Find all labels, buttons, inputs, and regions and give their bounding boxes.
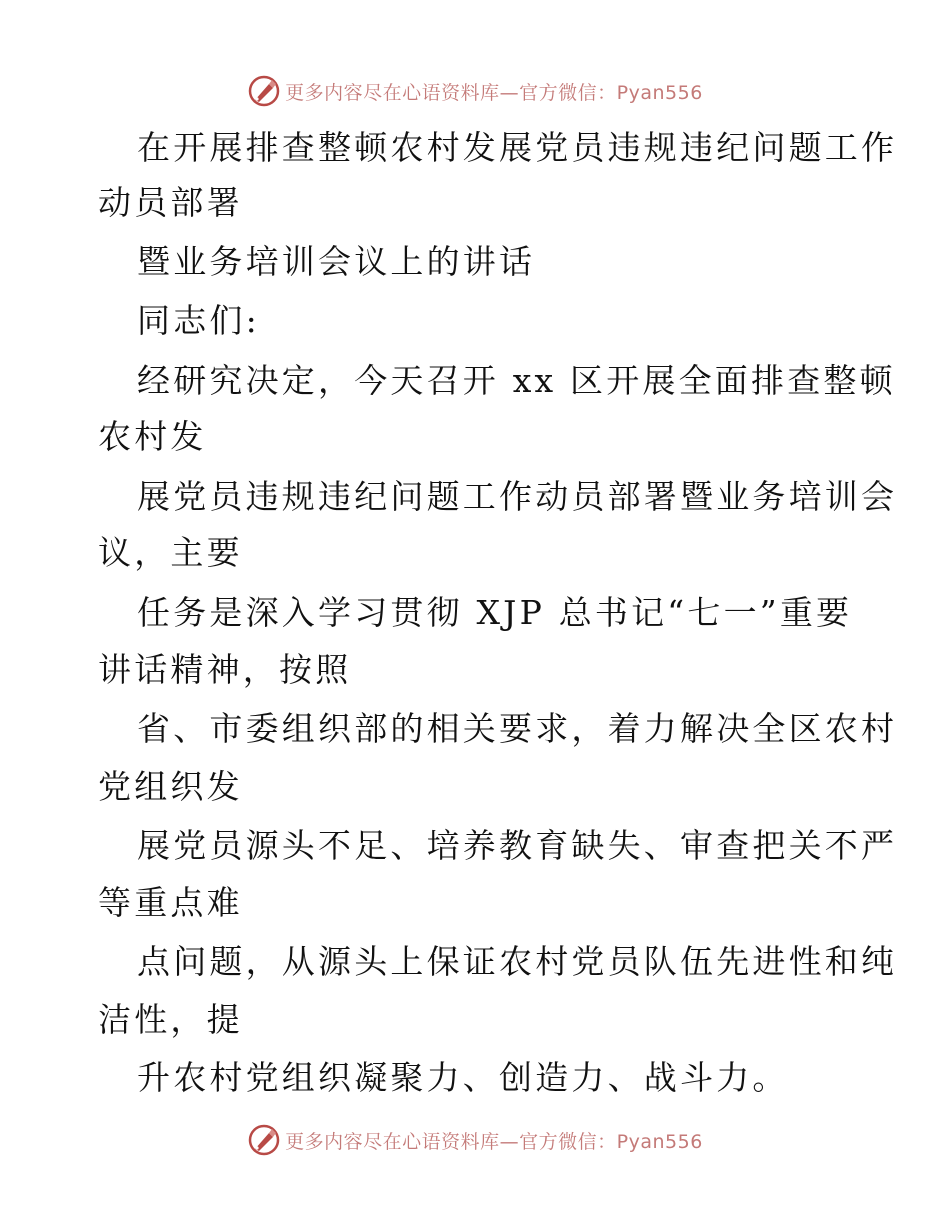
- body-line: 暨业务培训会议上的讲话: [137, 242, 536, 281]
- body-line: 升农村党组织凝聚力、创造力、战斗力。: [137, 1058, 789, 1097]
- watermark-handle: Pyan556: [616, 81, 703, 104]
- header-watermark: [0, 73, 950, 109]
- body-line: 任务是深入学习贯彻 XJP 总书记“七一”重要: [137, 593, 853, 632]
- body-line: 省、市委组织部的相关要求，着力解决全区农村: [137, 709, 898, 748]
- body-line: 讲话精神，按照: [98, 650, 352, 689]
- pen-logo-icon: [247, 74, 281, 108]
- body-line: 点问题，从源头上保证农村党员队伍先进性和纯: [137, 942, 898, 981]
- body-line: 经研究决定，今天召开 xx 区开展全面排查整顿: [137, 361, 896, 400]
- watermark-text: 更多内容尽在心语资料库—官方微信：Pyan556: [285, 81, 703, 104]
- body-line: 同志们:: [137, 301, 260, 340]
- body-line: 展党员违规违纪问题工作动员部署暨业务培训会: [137, 477, 898, 516]
- body-line: 党组织发: [98, 767, 243, 806]
- body-line: 农村发: [98, 417, 207, 456]
- body-line: 展党员源头不足、培养教育缺失、审查把关不严: [137, 826, 898, 865]
- body-line: 在开展排查整顿农村发展党员违规违纪问题工作: [137, 128, 898, 167]
- body-line: 洁性，提: [98, 1000, 243, 1039]
- footer-watermark: [0, 1122, 950, 1158]
- watermark-text: 更多内容尽在心语资料库—官方微信：Pyan556: [285, 1130, 703, 1153]
- body-line: 动员部署: [98, 183, 243, 222]
- body-line: 等重点难: [98, 883, 243, 922]
- watermark-handle: Pyan556: [616, 1130, 703, 1153]
- body-line: 议，主要: [98, 533, 243, 572]
- pen-logo-icon: [247, 1123, 281, 1157]
